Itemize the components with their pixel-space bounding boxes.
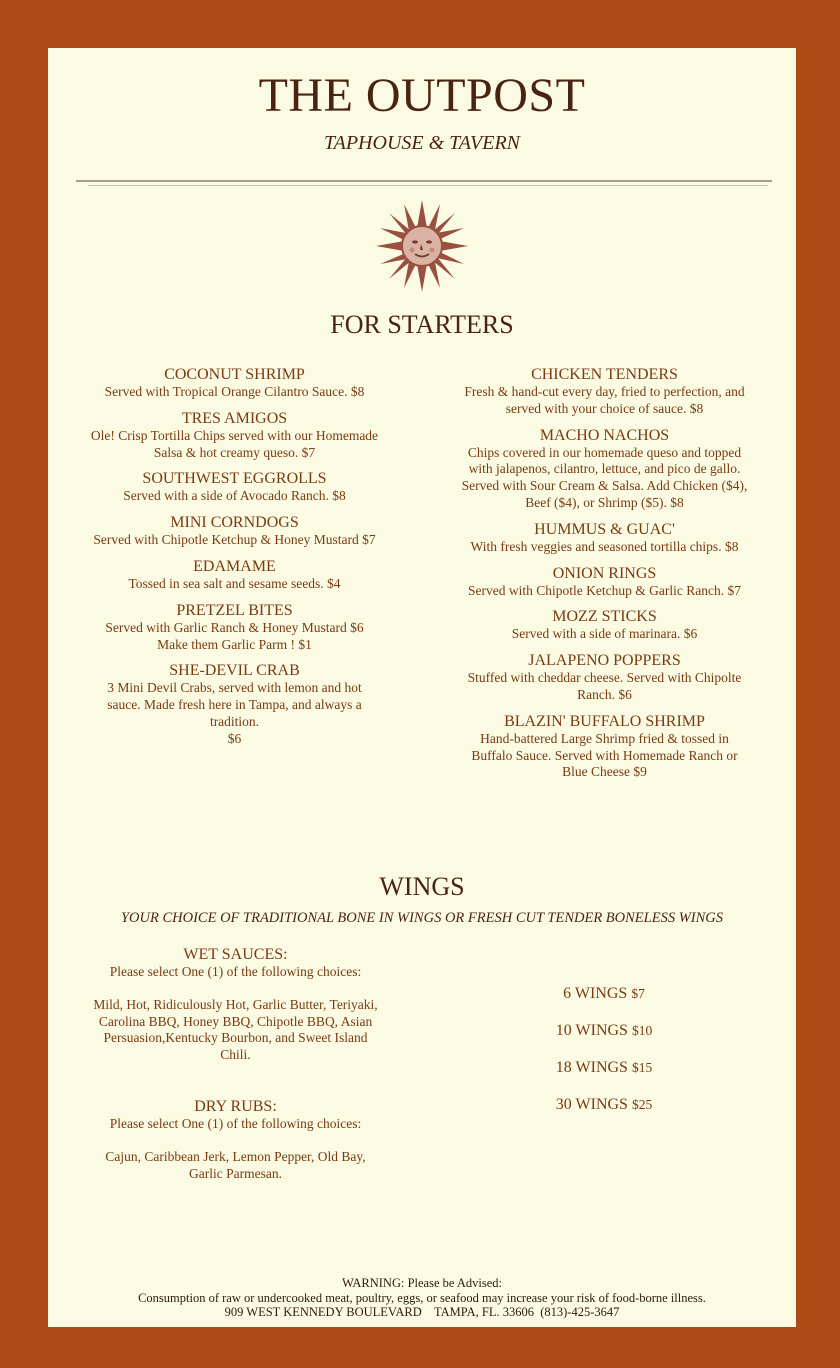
menu-item	[432, 565, 777, 600]
wing-count: 18 WINGS	[555, 1059, 628, 1076]
menu-item-description: Served with a side of marinara. $6	[511, 626, 698, 642]
menu-item-name: BLAZIN' BUFFALO SHRIMP	[504, 712, 705, 730]
wet-sauces-title: WET SAUCES:	[183, 946, 288, 963]
menu-item	[432, 521, 777, 556]
restaurant-title: THE OUTPOST	[258, 69, 586, 122]
menu-item	[432, 366, 777, 418]
menu-item-description: Hand-battered Large Shrimp fried & tossed in Buffalo Sauce. Served with Homemade Ranch or Blue Cheese $9	[471, 730, 738, 780]
footer-warning-text: Consumption of raw or undercooked meat, poultry, eggs, or seafood may increase your risk of food-borne illness.	[138, 1290, 706, 1305]
menu-item-name: TRES AMIGOS	[181, 409, 288, 427]
menu-item-name: HUMMUS & GUAC'	[534, 520, 675, 538]
menu-item-description: Served with Tropical Orange Cilantro Sauce. $8	[104, 384, 365, 399]
menu-item-name: ONION RINGS	[552, 564, 657, 582]
menu-item	[432, 652, 777, 704]
restaurant-subtitle: TAPHOUSE & TAVERN	[323, 132, 521, 154]
menu-item	[62, 602, 407, 654]
menu-item-name: SHE-DEVIL CRAB	[169, 662, 300, 680]
wing-price-row	[488, 1095, 720, 1132]
menu-item-name: MINI CORNDOGS	[170, 514, 299, 532]
menu-item-name: MOZZ STICKS	[552, 608, 657, 626]
wing-price: $7	[631, 986, 645, 1001]
wet-sauces-section	[68, 946, 403, 1064]
wing-prices	[488, 984, 720, 1132]
menu-item	[62, 558, 407, 593]
wings-heading: WINGS	[379, 872, 465, 901]
menu-item-name: COCONUT SHRIMP	[164, 366, 305, 383]
wing-price-row	[488, 984, 720, 1021]
starters-left-column	[62, 366, 407, 757]
menu-item-description: With fresh veggies and seasoned tortilla chips. $8	[470, 538, 739, 554]
header-divider-secondary	[88, 185, 768, 186]
menu-item	[62, 662, 407, 747]
dry-rubs-list: Cajun, Caribbean Jerk, Lemon Pepper, Old Bay, Garlic Parmesan.	[105, 1148, 366, 1181]
menu-page	[48, 48, 796, 1327]
wing-count: 6 WINGS	[563, 985, 628, 1002]
wing-price: $15	[631, 1060, 653, 1075]
wing-count: 10 WINGS	[555, 1022, 628, 1039]
wet-sauces-list: Mild, Hot, Ridiculously Hot, Garlic Butter, Teriyaki, Carolina BBQ, Honey BBQ, Chipotle BBQ, Asian Persuasion,Kentucky Bourbon, and Sweet Island Chili.	[93, 996, 378, 1063]
starters-heading: FOR STARTERS	[330, 310, 514, 339]
footer-address: 909 WEST KENNEDY BOULEVARD TAMPA, FL. 33606 (813)-425-3647	[224, 1305, 620, 1319]
menu-item	[432, 427, 777, 512]
menu-item-name: JALAPENO POPPERS	[528, 652, 681, 670]
menu-item	[432, 608, 777, 643]
wing-price-row	[488, 1058, 720, 1095]
dry-rubs-note: Please select One (1) of the following choices:	[109, 1116, 362, 1131]
wet-sauces-note: Please select One (1) of the following choices:	[109, 964, 362, 979]
menu-item-description: Tossed in sea salt and sesame seeds. $4	[128, 575, 341, 591]
wing-price: $25	[631, 1097, 653, 1112]
menu-item-name: SOUTHWEST EGGROLLS	[142, 470, 327, 488]
wing-count: 30 WINGS	[555, 1096, 628, 1113]
header-divider	[76, 180, 772, 182]
menu-item	[62, 470, 407, 505]
menu-item-description: Chips covered in our homemade queso and topped with jalapenos, cilantro, lettuce, and pico de gallo. Served with Sour Cream & Salsa. Add Chicken ($4), Beef ($4), or Shrimp ($5). $8	[461, 444, 748, 510]
menu-item-description: Served with Garlic Ranch & Honey Mustard $6 Make them Garlic Parm ! $1	[105, 619, 364, 652]
menu-item-description: Stuffed with cheddar cheese. Served with Chipolte Ranch. $6	[467, 670, 742, 702]
wing-price: $10	[631, 1023, 653, 1038]
menu-item-name: PRETZEL BITES	[176, 601, 293, 619]
menu-item-description: Served with Chipotle Ketchup & Honey Mustard $7	[93, 532, 376, 548]
menu-item-description: Fresh & hand-cut every day, fried to perfection, and served with your choice of sauce. $8	[464, 384, 745, 416]
menu-item-description: Ole! Crisp Tortilla Chips served with our Homemade Salsa & hot creamy queso. $7	[90, 427, 379, 460]
menu-item-name: EDAMAME	[193, 557, 276, 575]
menu-item-description: 3 Mini Devil Crabs, served with lemon and hot sauce. Made fresh here in Tampa, and always a tradition. $6	[107, 680, 362, 746]
menu-item	[62, 514, 407, 549]
menu-item-description: Served with Chipotle Ketchup & Garlic Ranch. $7	[468, 582, 741, 598]
menu-item-name: MACHO NACHOS	[539, 426, 670, 444]
dry-rubs-section	[68, 1098, 403, 1182]
wing-price-row	[488, 1021, 720, 1058]
menu-item-description: Served with a side of Avocado Ranch. $8	[123, 488, 346, 504]
wings-subheading: YOUR CHOICE OF TRADITIONAL BONE IN WINGS OR FRESH CUT TENDER BONELESS WINGS	[120, 910, 724, 926]
sun-face-icon	[374, 198, 470, 294]
menu-item	[62, 410, 407, 462]
footer	[48, 1276, 796, 1320]
menu-item-name: CHICKEN TENDERS	[531, 366, 678, 383]
menu-item	[432, 713, 777, 781]
footer-warning-title: WARNING: Please be Advised:	[341, 1276, 503, 1290]
dry-rubs-title: DRY RUBS:	[194, 1098, 277, 1115]
menu-item	[62, 366, 407, 401]
starters-right-column	[432, 366, 777, 790]
